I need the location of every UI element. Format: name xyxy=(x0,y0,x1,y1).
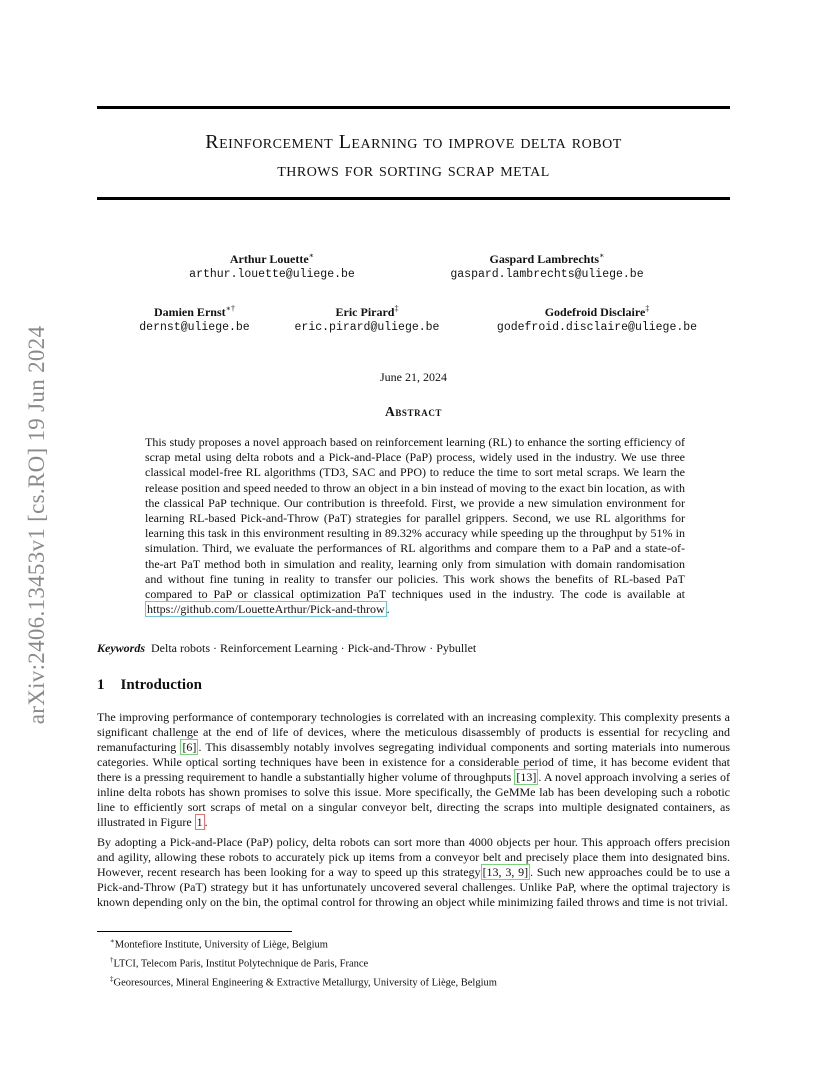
title-bottom-rule xyxy=(97,197,730,200)
citation-link[interactable]: [13, 3, 9] xyxy=(482,865,529,879)
footnote-text: LTCI, Telecom Paris, Institut Polytechnique de Paris, France xyxy=(113,958,369,970)
author-email[interactable]: godefroid.disclaire@uliege.be xyxy=(496,321,698,334)
arxiv-stamp xyxy=(22,290,52,760)
section-number: 1 xyxy=(97,677,105,693)
author xyxy=(147,248,397,283)
paragraph-text: . A novel approach involving a series of inline delta robots has shown promises to solve this issue. More specifically, the GeMMe lab has been developing such a robotic line to efficiently sort scraps of metal on a singular conveyor belt, directing the scraps into multiple designated containers, as illustrated in Figure xyxy=(97,770,730,829)
code-link[interactable]: https://github.com/LouetteArthur/Pick-and-throw xyxy=(147,602,385,617)
abstract-heading: Abstract xyxy=(384,404,443,419)
section-title: Introduction xyxy=(120,677,202,693)
author-name: Arthur Louette xyxy=(229,252,309,266)
paper-title xyxy=(97,128,730,184)
keywords xyxy=(97,641,730,656)
footnotes xyxy=(110,934,730,991)
author-mark: ∗† xyxy=(225,304,236,313)
author-email[interactable]: gaspard.lambrechts@uliege.be xyxy=(450,268,644,281)
paragraph-text: . This disassembly notably involves segregating individual components and sorting materials into numerous categories. While optical sorting techniques have been in existence for a considerable period of time, it has become evident that there is a pressing requirement to handle a substantially higher volume of throughputs xyxy=(97,740,731,784)
paragraph-text: By adopting a Pick-and-Place (PaP) policy, delta robots can sort more than 4000 objects per hour. This approach offers precision and agility, allowing these robots to accurately pick up items from a conveyor belt and precisely place them into designated bins. However, recent research has been looking for a way to speed up this strategy xyxy=(97,835,730,879)
section-heading xyxy=(97,677,202,694)
author xyxy=(417,248,677,283)
footnote-mark: ∗ xyxy=(110,937,115,945)
arxiv-id: arXiv:2406.13453v1 [cs.RO] 19 Jun 2024 xyxy=(24,325,49,725)
footnote-mark: † xyxy=(110,956,114,964)
footnote-text: Georesources, Mineral Engineering & Extractive Metallurgy, University of Liège, Belgium xyxy=(113,977,497,989)
footnote-mark: ‡ xyxy=(110,975,114,983)
author-mark: ‡ xyxy=(394,304,399,313)
author-email[interactable]: arthur.louette@uliege.be xyxy=(189,268,355,281)
paragraph-2 xyxy=(97,835,730,910)
footnote-text: Montefiore Institute, University of Liège, Belgium xyxy=(114,939,328,951)
author-email[interactable]: dernst@uliege.be xyxy=(139,321,250,334)
author xyxy=(277,301,457,336)
title-line-1: Reinforcement Learning to improve delta robot xyxy=(205,131,622,153)
paper-date: June 21, 2024 xyxy=(380,370,447,384)
footnote xyxy=(110,934,730,953)
citation-link[interactable]: [6] xyxy=(182,740,197,754)
paragraph-1 xyxy=(97,710,730,830)
footnote-rule xyxy=(97,931,292,932)
paragraph-text: . Such new approaches could be to use a Pick-and-Throw (PaT) strategy but it has unfortunately uncovered several challenges. Unlike PaP, where the optimal trajectory is known depending only on the bin, the optimal control for throwing an object while minimizing failed throws and time is not trivial. xyxy=(97,865,730,909)
citation-link[interactable]: [13] xyxy=(516,770,537,784)
paragraph-text: The improving performance of contemporary technologies is correlated with an increasing complexity. This complexity presents a significant challenge at the end of life of devices, where the meticulous disassembly of products is essential for recycling and remanufacturing xyxy=(97,710,730,754)
title-line-2: throws for sorting scrap metal xyxy=(277,159,550,181)
abstract-end: . xyxy=(386,602,390,617)
keywords-text: Delta robots · Reinforcement Learning · Pick-and-Throw · Pybullet xyxy=(151,641,477,655)
author-mark: ‡ xyxy=(645,304,650,313)
author-mark: ∗ xyxy=(308,251,315,260)
author-email[interactable]: eric.pirard@uliege.be xyxy=(294,321,440,334)
keywords-label: Keywords xyxy=(97,641,145,655)
title-top-rule xyxy=(97,106,730,109)
author-name: Gaspard Lambrechts xyxy=(489,252,599,266)
abstract-body xyxy=(145,435,685,617)
author xyxy=(477,301,717,336)
figure-link[interactable]: 1 xyxy=(196,815,203,829)
author-name: Damien Ernst xyxy=(153,305,226,319)
author-name: Eric Pirard xyxy=(335,305,395,319)
paragraph-text: . xyxy=(204,815,208,829)
footnote xyxy=(110,953,730,972)
abstract-text: This study proposes a novel approach based on reinforcement learning (RL) to enhance the sorting efficiency of scrap metal using delta robots and a Pick-and-Place (PaP) process, widely used in the industry. We use three classical model-free RL algorithms (TD3, SAC and PPO) to reduce the time to sort metal scraps. We learn the release position and speed needed to throw an object in a bin instead of moving to the exact bin location, as with the classical PaP technique. Our contribution is threefold. First, we provide a new simulation environment for learning RL-based Pick-and-Throw (PaT) strategies for parallel grippers. Second, we use RL algorithms for learning this task in this environment resulting in 89.32% accuracy while speeding up the throughput by 51% in simulation. Third, we evaluate the performances of RL algorithms and compare them to a PaP and a state-of-the-art PaT method both in simulation and reality, learning only from simulation with domain randomisation and without fine tuning in reality to transfer our policies. This work shows the benefits of RL-based PaT compared to PaP or classical optimization PaT techniques used in the industry. The code is available at xyxy=(145,435,685,602)
author-mark: ∗ xyxy=(599,251,605,260)
footnote xyxy=(110,972,730,991)
author-name: Godefroid Disclaire xyxy=(544,305,646,319)
author xyxy=(97,301,292,336)
